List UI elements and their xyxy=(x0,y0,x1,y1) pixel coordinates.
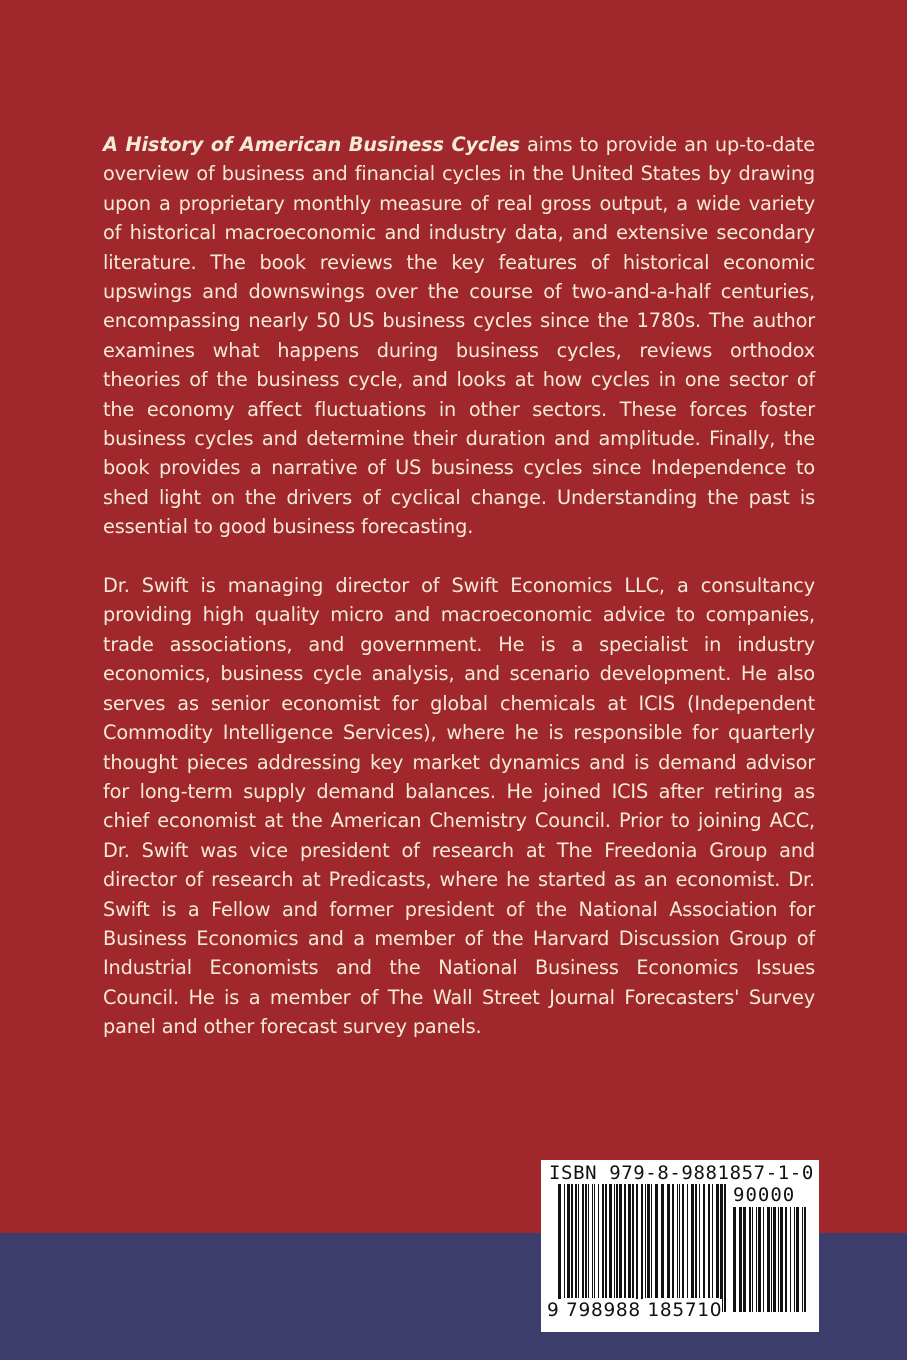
cover-text xyxy=(103,130,815,1042)
description-text: aims to provide an up-to-date overview of business and financial cycles in the United States by drawing upon a proprietary monthly measure of real gross output, a wide variety of historical macroeconomic and industry data, and extensive secondary literature. The book reviews the key features of historical economic upswings and downswings over the course of two-and-a-half centuries, encompassing nearly 50 US business cycles since the 1780s. The author examines what happens during business cycles, reviews orthodox theories of the business cycle, and looks at how cycles in one sector of the economy affect fluctuations in other sectors. These forces foster business cycles and determine their duration and amplitude. Finally, the book provides a narrative of US business cycles since Independence to shed light on the drivers of cyclical change. Understanding the past is essential to good business forecasting. xyxy=(103,133,815,539)
barcode-bar xyxy=(712,1184,713,1298)
barcode-bar xyxy=(682,1184,684,1298)
barcode-bar xyxy=(647,1184,650,1298)
price-code: 90000 xyxy=(733,1184,796,1206)
barcode-bar xyxy=(592,1184,593,1298)
barcode-bar xyxy=(804,1207,806,1312)
barcode-bar xyxy=(602,1184,604,1298)
barcode-bar xyxy=(785,1207,787,1312)
barcode-bar xyxy=(763,1207,764,1312)
barcode-bar xyxy=(619,1184,622,1298)
barcode-bar xyxy=(672,1184,674,1298)
addon-bars xyxy=(733,1207,811,1312)
barcode-bar xyxy=(778,1207,779,1312)
barcode-bar xyxy=(756,1207,757,1312)
barcode-bar xyxy=(624,1184,626,1298)
barcode-bar xyxy=(790,1207,791,1312)
barcode-bar xyxy=(758,1207,761,1312)
barcode-bar xyxy=(771,1207,772,1312)
barcode-bar xyxy=(575,1184,577,1298)
barcode-bar xyxy=(598,1184,599,1298)
barcode-bar xyxy=(616,1184,618,1298)
barcode-bar xyxy=(720,1184,723,1312)
barcode-bar xyxy=(564,1184,565,1298)
barcode-bar xyxy=(687,1184,688,1298)
barcode-bar xyxy=(677,1184,678,1298)
barcode-bar xyxy=(651,1184,652,1298)
barcode-bar xyxy=(679,1184,680,1298)
barcode-bar xyxy=(609,1184,612,1298)
barcode-bar xyxy=(724,1184,726,1312)
author-bio: Dr. Swift is managing director of Swift Economics LLC, a consultancy providing high quality micro and macroeconomic advice to companies, trade associations, and government. He is a specialist in industry economics, business cycle analysis, and scenario development. He also serves as senior economist for global chemicals at ICIS (Independent Commodity Intelligence Services), where he is responsible for quarterly thought pieces addressing key market dynamics and is demand advisor for long-term supply demand balances. He joined ICIS after retiring as chief economist at the American Chemistry Council. Prior to joining ACC, Dr. Swift was vice president of research at The Freedonia Group and director of research at Predicasts, where he started as an economist. Dr. Swift is a Fellow and former president of the National Association for Business Economics and a member of the Harvard Discussion Group of Industrial Economists and the National Business Economics Issues Council. He is a member of The Wall Street Journal Forecasters' Survey panel and other forecast survey panels. xyxy=(103,574,815,1039)
barcode-bar xyxy=(585,1184,587,1298)
barcode-bar xyxy=(743,1207,746,1312)
barcode-bar xyxy=(767,1207,770,1312)
barcode-bar xyxy=(699,1184,700,1298)
barcode-bar xyxy=(605,1184,607,1298)
ean-bars xyxy=(558,1184,728,1312)
barcode-bar xyxy=(716,1184,719,1298)
barcode-bar xyxy=(594,1184,595,1298)
barcode-bar xyxy=(645,1184,646,1298)
barcode-bar xyxy=(749,1207,751,1312)
barcode-bar xyxy=(773,1207,776,1312)
barcode-bar xyxy=(582,1184,584,1298)
barcode-bar xyxy=(802,1207,803,1312)
isbn-label: ISBN 979-8-9881857-1-0 xyxy=(549,1162,814,1184)
barcode-bar xyxy=(708,1184,710,1298)
barcode-bar xyxy=(796,1207,799,1312)
barcode-bar xyxy=(739,1207,742,1312)
barcode-bar xyxy=(588,1184,589,1298)
barcode-bar xyxy=(661,1184,664,1298)
barcode-bar xyxy=(780,1207,783,1312)
barcode-bar xyxy=(558,1184,561,1312)
isbn-barcode xyxy=(541,1160,819,1332)
book-description xyxy=(103,130,815,542)
barcode-bar xyxy=(636,1184,638,1312)
barcode-bar xyxy=(703,1184,705,1298)
barcode-bar xyxy=(655,1184,658,1298)
barcode-bar xyxy=(641,1184,643,1312)
barcode-bar xyxy=(632,1184,634,1298)
barcode-bar xyxy=(614,1184,615,1298)
ean-digits: 9 798988 185710 xyxy=(547,1300,723,1321)
barcode-bar xyxy=(578,1184,579,1298)
barcode-bar xyxy=(752,1207,753,1312)
barcode-bar xyxy=(628,1184,631,1298)
barcode-bar xyxy=(691,1184,694,1298)
barcode-bar xyxy=(733,1207,736,1312)
book-title: A History of American Business Cycles xyxy=(103,133,520,156)
barcode-bar xyxy=(667,1184,670,1298)
barcode-bar xyxy=(567,1184,570,1298)
barcode-bar xyxy=(794,1207,795,1312)
barcode-bar xyxy=(695,1184,697,1298)
barcode-bar xyxy=(571,1184,573,1298)
